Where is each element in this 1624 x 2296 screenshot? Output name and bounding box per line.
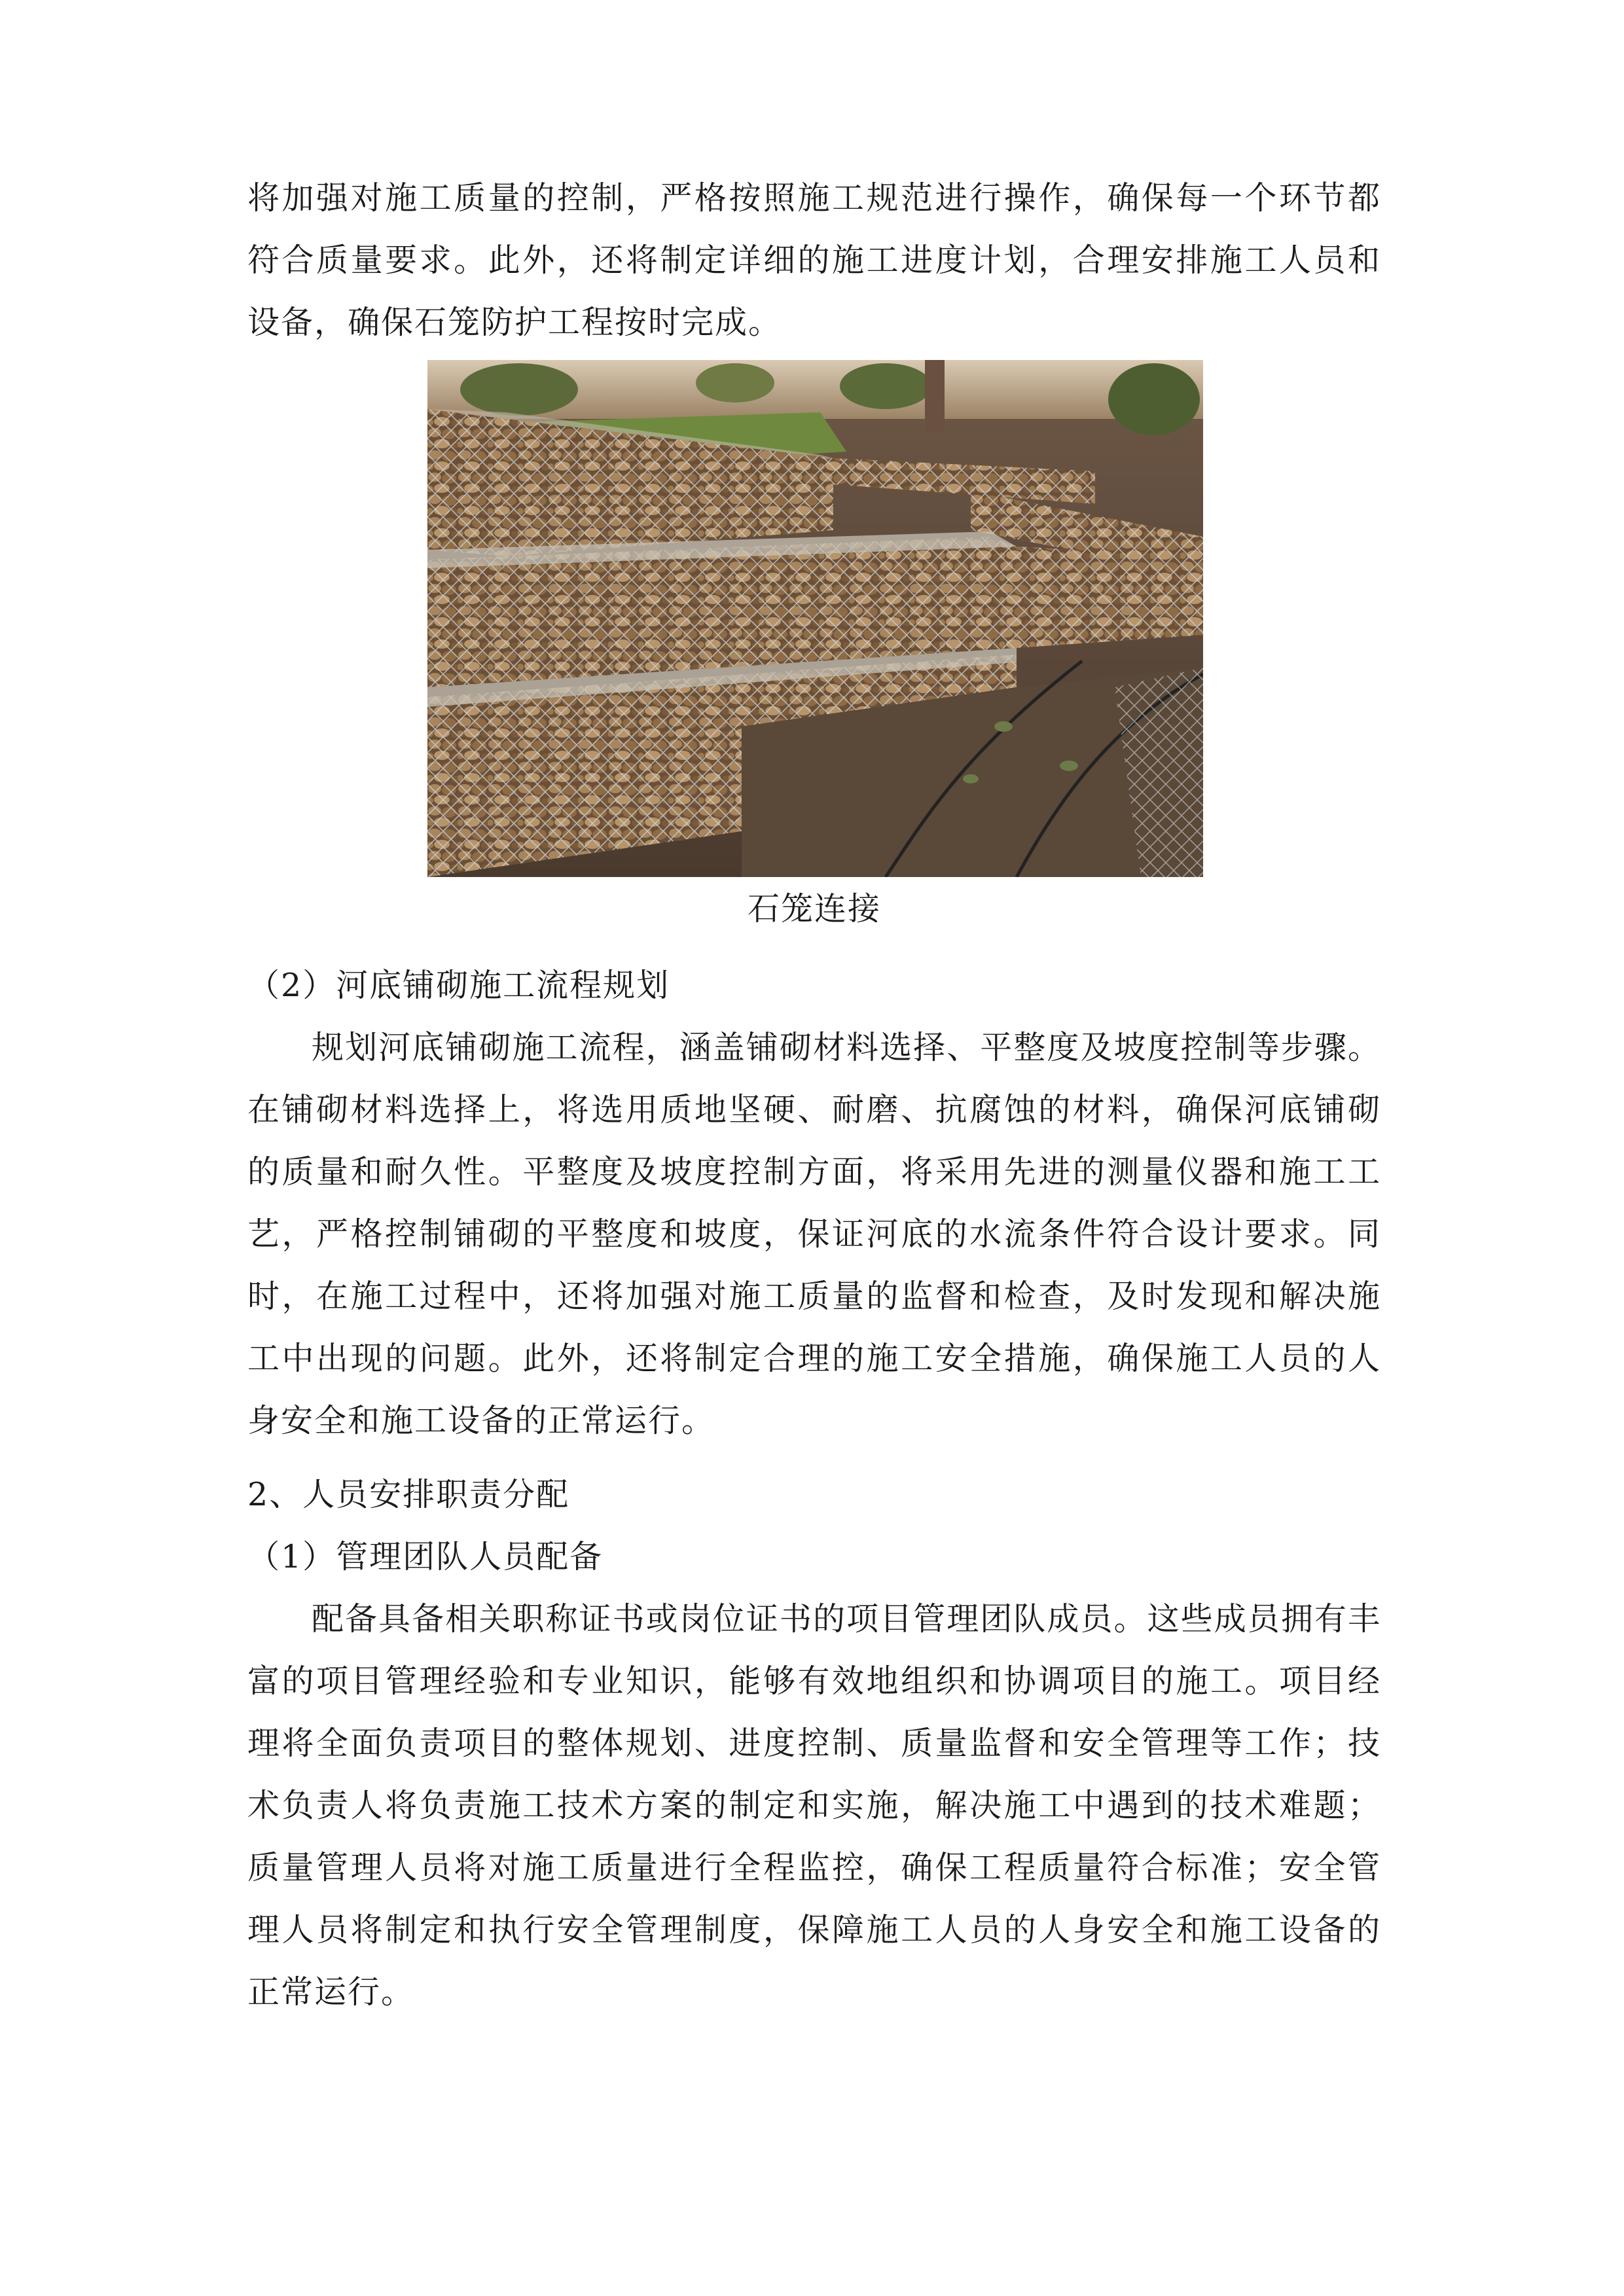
paragraph-riverbed: 规划河底铺砌施工流程，涵盖铺砌材料选择、平整度及坡度控制等步骤。在铺砌材料选择上，将选用质地坚硬、耐磨、抗腐蚀的材料，确保河底铺砌的质量和耐久性。平整度及坡度控制方面，将采用先进的测量仪器和施工工艺，严格控制铺砌的平整度和坡度，保证河底的水流条件符合设计要求。同时，在施工过程中，还将加强对施工质量的监督和检查，及时发现和解决施工中出现的问题。此外，还将制定合理的施工安全措施，确保施工人员的人身安全和施工设备的正常运行。 <box>247 1029 1381 1439</box>
document-page <box>247 167 1381 2023</box>
gabion-wall-image <box>427 360 1203 877</box>
paragraph-construction-quality: 将加强对施工质量的控制，严格按照施工规范进行操作，确保每一个环节都符合质量要求。此外，还将制定详细的施工进度计划，合理安排施工人员和设备，确保石笼防护工程按时完成。 <box>247 179 1381 341</box>
section-heading-management-team: （1）管理团队人员配备 <box>247 1538 604 1575</box>
section-heading-staffing: 2、人员安排职责分配 <box>247 1476 570 1513</box>
figure-caption: 石笼连接 <box>747 890 881 927</box>
section-heading-riverbed: （2）河底铺砌施工流程规划 <box>247 967 670 1004</box>
gabion-photo <box>427 360 1203 877</box>
paragraph-management-team: 配备具备相关职称证书或岗位证书的项目管理团队成员。这些成员拥有丰富的项目管理经验和专业知识，能够有效地组织和协调项目的施工。项目经理将全面负责项目的整体规划、进度控制、质量监督和安全管理等工作；技术负责人将负责施工技术方案的制定和实施，解决施工中遇到的技术难题；质量管理人员将对施工质量进行全程监控，确保工程质量符合标准；安全管理人员将制定和执行安全管理制度，保障施工人员的人身安全和施工设备的正常运行。 <box>247 1600 1381 2011</box>
